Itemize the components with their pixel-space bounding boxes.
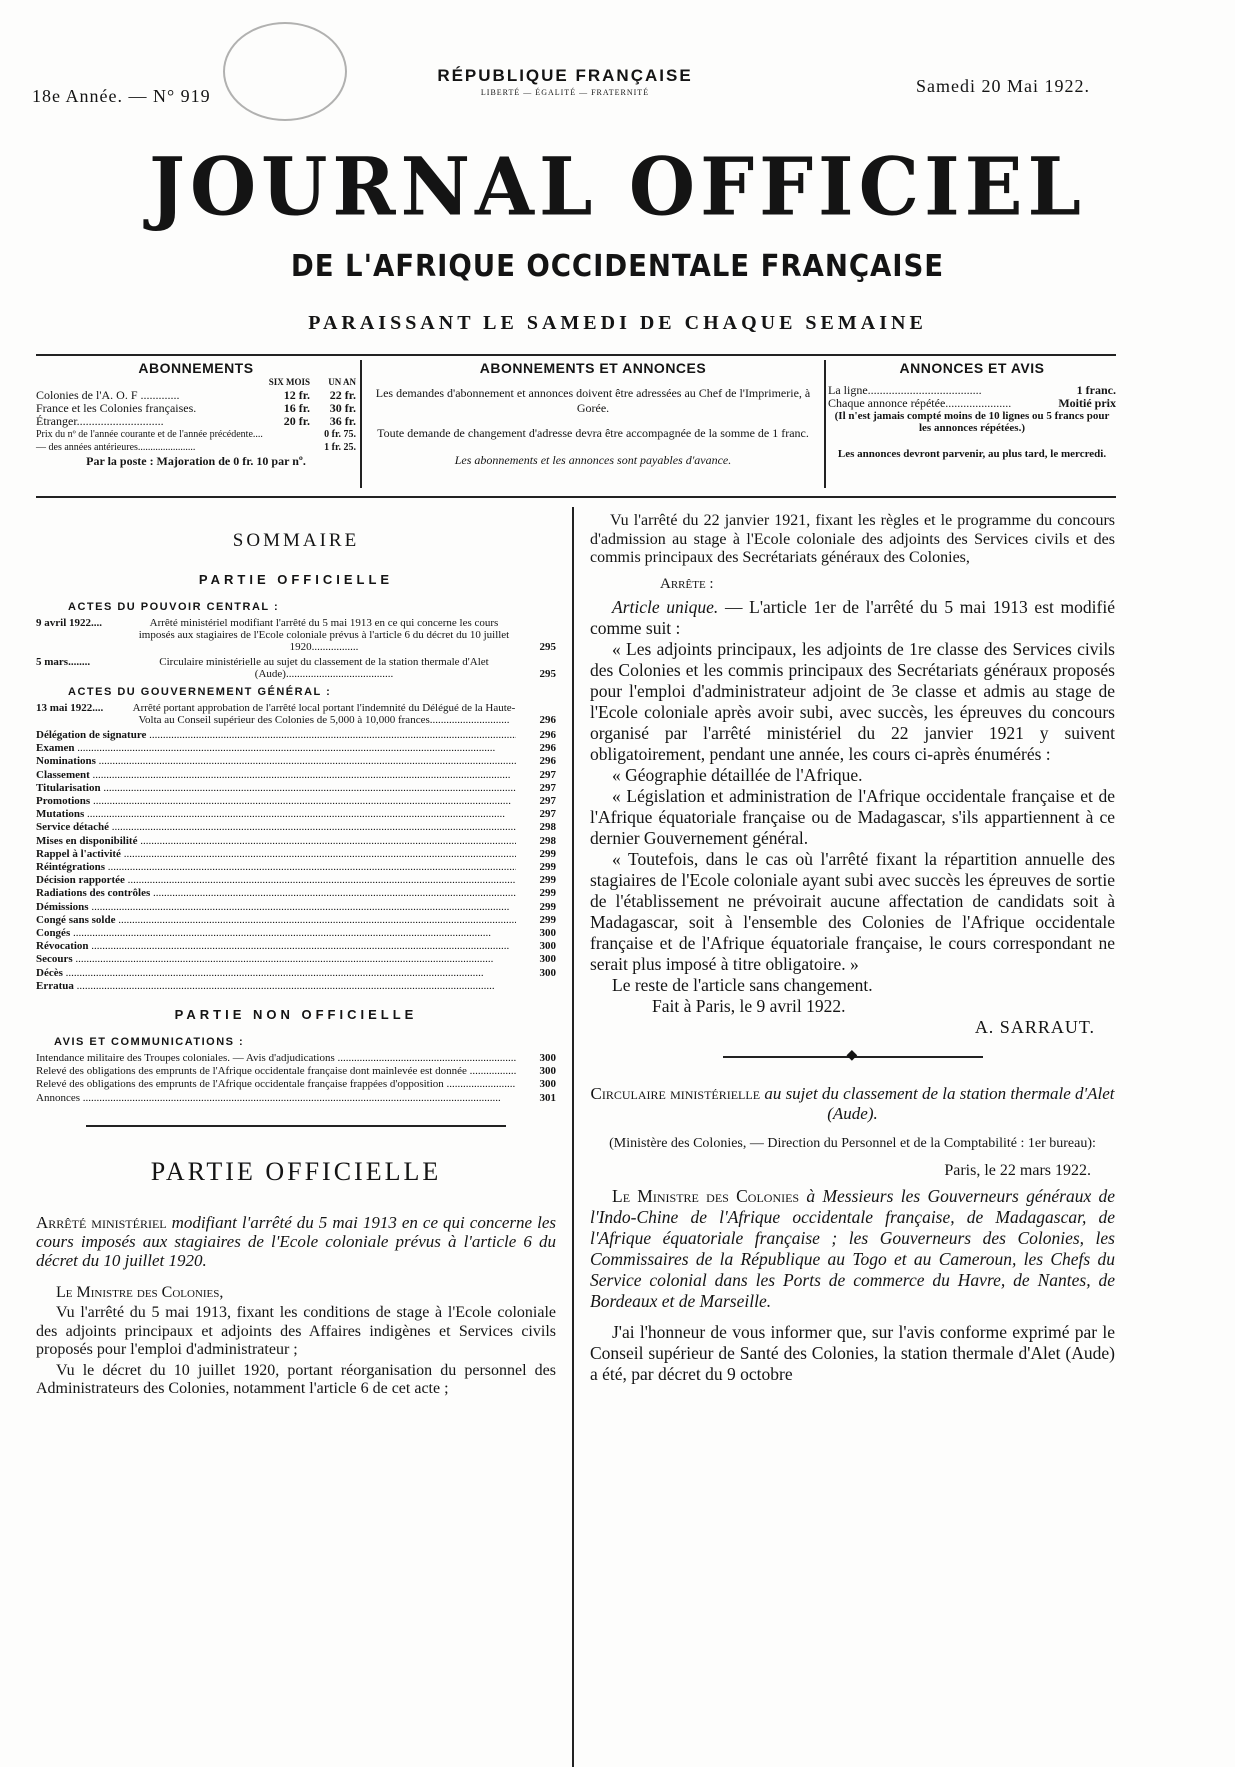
toc-item-page: 299 — [539, 874, 556, 887]
toc-list — [36, 729, 556, 993]
arrete-body — [36, 1284, 556, 1399]
minister-line: Le Ministre des Colonies, — [56, 1283, 224, 1301]
annonces-avis-title: ANNONCES ET AVIS — [899, 360, 1045, 376]
avis-list — [36, 1052, 556, 1105]
toc-item — [36, 808, 556, 821]
annonces-text: Toute demande de changement d'adresse devra être accompagnée de la somme de 1 franc. — [377, 426, 809, 440]
toc-item-label: Nominations ..... — [36, 755, 516, 768]
toc-item-label: Annonces ..... — [36, 1092, 516, 1105]
toc-item-page: 298 — [539, 821, 556, 834]
arrete-label: Arrête : — [660, 575, 714, 592]
toc-item-page: 296 — [539, 729, 556, 741]
toc-item-label: Révocation ..... — [36, 940, 516, 953]
article-paragraph: « Géographie détaillée de l'Afrique. — [612, 764, 863, 785]
toc-item — [36, 821, 556, 834]
toc-item — [36, 835, 556, 848]
toc-item-page: 297 — [539, 808, 556, 821]
ornamental-divider — [723, 1056, 983, 1058]
subscription-box — [36, 354, 1116, 498]
toc-item-page: 299 — [539, 847, 556, 860]
toc-item — [36, 940, 556, 953]
republic-header — [405, 66, 725, 97]
signature: A. SARRAUT. — [974, 1016, 1095, 1037]
toc-item-page: 299 — [539, 887, 556, 900]
toc-item-page — [516, 980, 556, 993]
republic-name: RÉPUBLIQUE FRANÇAISE — [437, 66, 693, 85]
abonnements-title: ABONNEMENTS — [138, 360, 254, 376]
annonces-text: Les abonnements et les annonces sont payables d'avance. — [454, 453, 732, 467]
toc-item — [36, 1065, 556, 1078]
column-divider — [572, 507, 574, 1767]
section-pouvoir-central: ACTES DU POUVOIR CENTRAL : — [68, 601, 280, 613]
article-paragraph: « Toutefois, dans le cas où l'arrêté fixant la répartition annuelle des stagiaires de l'Ecole coloniale ayant subi avec succès les épreuves de sortie de l'établissement ne prévoirait aucune affectation de candidats soit à Madagascar, soit à l'ensemble des Colonies de l'Afrique occidentale française et de l'Afrique équatoriale française, le cours correspondant ne serait plus imposé à titre obligatoire. » — [590, 848, 1115, 974]
toc-item-label: Erratua ..... — [36, 980, 516, 993]
section-avis: AVIS ET COMMUNICATIONS : — [54, 1036, 245, 1049]
article-paragraph: « Législation et administration de l'Afrique occidentale française et de l'Afrique équatoriale française ou de Madagascar, s'ils appartiennent à ce dernier Gouvernement général. — [590, 785, 1115, 848]
fait-a-paris: Fait à Paris, le 9 avril 1922. — [652, 995, 846, 1016]
toc-item-page: 296 — [539, 742, 556, 755]
article-body — [590, 597, 1115, 1017]
toc-item-label: Relevé des obligations des emprunts de l'Afrique occidentale française dont mainlevée est donnée ..... — [36, 1065, 516, 1078]
section-gouvernement-general: ACTES DU GOUVERNEMENT GÉNÉRAL : — [68, 686, 332, 698]
toc-entry: 5 mars........ Circulaire ministérielle au sujet du classement de la station thermale d'Alet (Aude)....................................... 295 — [36, 656, 556, 680]
article-paragraph: Le reste de l'article sans changement. — [612, 974, 873, 995]
toc-item — [36, 914, 556, 927]
toc-item — [36, 953, 556, 966]
circulaire-date: Paris, le 22 mars 1922. — [944, 1161, 1091, 1179]
abonnements-annonces-panel — [360, 360, 826, 488]
toc-item-label: Congés ..... — [36, 927, 516, 940]
sommaire-title: SOMMAIRE — [232, 530, 360, 551]
issue-number: 18e Année. — N° 919 — [32, 86, 211, 106]
toc-item-page: 300 — [539, 927, 556, 940]
toc-item — [36, 782, 556, 795]
toc-item-label: Secours ..... — [36, 953, 516, 966]
toc-item — [36, 927, 556, 940]
toc-item — [36, 874, 556, 887]
toc-item — [36, 755, 556, 768]
issue-date: Samedi 20 Mai 1922. — [916, 76, 1090, 96]
toc-entry: 9 avril 1922.... Arrêté ministériel modifiant l'arrêté du 5 mai 1913 en ce qui concerne les cours imposés aux stagiaires de l'Ecole coloniale prévus à l'article 6 du décret du 10 juillet 1920................. 295 — [36, 617, 556, 653]
arrete-title: Arrêté ministériel modifiant l'arrêté du 5 mai 1913 en ce qui concerne les cours imposés aux stagiaires de l'Ecole coloniale prévus à l'article 6 du décret du 10 juillet 1920. — [36, 1212, 556, 1270]
col-un-an: UN AN — [328, 377, 356, 387]
toc-item-page: 300 — [539, 940, 556, 953]
toc-item-label: Relevé des obligations des emprunts de l'Afrique occidentale française frappées d'opposition ..... — [36, 1078, 516, 1091]
toc-item-page: 300 — [539, 1065, 556, 1078]
toc-item-page: 300 — [539, 966, 556, 979]
toc-item — [36, 769, 556, 782]
considerant: Vu le décret du 10 juillet 1920, portant réorganisation du personnel des Administrateurs des Colonies, notamment l'article 6 de cet acte ; — [36, 1361, 556, 1398]
toc-item-label: Service détaché ..... — [36, 821, 516, 834]
toc-item-label: Congé sans solde ..... — [36, 914, 516, 927]
abonnements-annonces-title: ABONNEMENTS ET ANNONCES — [479, 360, 707, 376]
journal-title: JOURNAL OFFICIEL — [148, 139, 1086, 234]
toc-item — [36, 795, 556, 808]
toc-item-label: Démissions ..... — [36, 901, 516, 914]
prix-row: — des années antérieures....................... 1 fr. 25. — [36, 442, 356, 453]
circulaire-body: J'ai l'honneur de vous informer que, sur l'avis conforme exprimé par le Conseil supérieur de Santé des Colonies, la station thermale d'Alet (Aude) a été, par décret du 9 octobre — [590, 1321, 1115, 1384]
toc-item-label: Classement ..... — [36, 769, 516, 782]
toc-item-label: Titularisation ..... — [36, 782, 516, 795]
toc-item — [36, 729, 556, 742]
partie-non-officielle-label: PARTIE NON OFFICIELLE — [174, 1007, 418, 1023]
postmark-stamp — [223, 22, 347, 121]
toc-item-page: 296 — [539, 755, 556, 768]
toc-item-page: 298 — [539, 834, 556, 847]
article-unique: Article unique. — L'article 1er de l'arrêté du 5 mai 1913 est modifié comme suit : — [590, 596, 1115, 638]
toc-item-label: Délégation de signature ..... — [36, 729, 516, 742]
toc-item — [36, 742, 556, 755]
circulaire-title: Circulaire ministérielle au sujet du classement de la station thermale d'Alet (Aude). — [590, 1083, 1115, 1123]
circulaire-address: Le Ministre des Colonies à Messieurs les Gouverneurs généraux de l'Indo-Chine de l'Afrique occidentale française, de Madagascar, de l'Afrique équatoriale française ; les Gouverneurs des Colonies, les Commissaires de la République au Togo et au Cameroun, les Chefs du Service colonial dans les Ports de commerce du Havre, de Nantes, de Bordeaux et de Marseille. — [590, 1185, 1116, 1311]
toc-item-label: Rappel à l'activité ..... — [36, 848, 516, 861]
toc-item-page: 297 — [539, 781, 556, 794]
annonces-avis-panel — [828, 360, 1116, 488]
toc-item-label: Examen ..... — [36, 742, 516, 755]
toc-item-page: 300 — [539, 1052, 556, 1065]
article-paragraph: « Les adjoints principaux, les adjoints de 1re classe des Services civils des Colonies et les commis principaux des Secrétariats généraux proposés pour l'emploi d'administrateur adjoint de 3e classe et admis au stage de l'Ecole coloniale après avoir subi, avec succès, les épreuves du concours organisé par l'arrêté ministériel du 22 janvier 1921 y suivent obligatoirement, pendant une année, les cours ci-après énumérés : — [590, 638, 1115, 764]
toc-item — [36, 967, 556, 980]
toc-item — [36, 1052, 556, 1065]
toc-item-label: Promotions ..... — [36, 795, 516, 808]
annonces-deadline: Les annonces devront parvenir, au plus tard, le mercredi. — [837, 448, 1107, 460]
price-row: Étranger............................. 20 fr. 36 fr. — [36, 414, 356, 428]
toc-item — [36, 848, 556, 861]
considerant: Vu l'arrêté du 5 mai 1913, fixant les conditions de stage à l'Ecole coloniale des adjoints principaux et adjoints des Affaires indigènes et Services civils proposés pour l'emploi d'administrateur ; — [36, 1304, 556, 1359]
toc-item-label: Intendance militaire des Troupes coloniales. — Avis d'adjudications ..... — [36, 1052, 516, 1065]
annonces-text: Les demandes d'abonnement et annonces doivent être adressées au Chef de l'Imprimerie, à Gorée. — [375, 386, 811, 415]
toc-item — [36, 1092, 556, 1105]
annonces-note: (Il n'est jamais compté moins de 10 lignes ou 5 francs pour les annonces répétées.) — [834, 410, 1110, 434]
journal-tagline: PARAISSANT LE SAMEDI DE CHAQUE SEMAINE — [308, 312, 927, 334]
toc-item — [36, 980, 556, 993]
toc-item-page: 300 — [539, 953, 556, 966]
toc-entry: 13 mai 1922.... Arrêté portant approbation de l'arrêté local portant l'indemnité du Délégué de la Haute-Volta au Conseil supérieur des Colonies de 5,000 à 10,000 frances............................. 296 — [36, 702, 556, 726]
toc-item-label: Réintégrations ..... — [36, 861, 516, 874]
price-row: Colonies de l'A. O. F ............. 12 fr. 22 fr. — [36, 388, 356, 402]
toc-item-page: 299 — [539, 861, 556, 874]
toc-item — [36, 887, 556, 900]
prix-row: Prix du nº de l'année courante et de l'année précédente.... 0 fr. 75. — [36, 429, 356, 440]
toc-item-label: Mises en disponibilité ..... — [36, 835, 516, 848]
toc-item-page: 299 — [539, 913, 556, 926]
toc-item-label: Mutations ..... — [36, 808, 516, 821]
vu-paragraph: Vu l'arrêté du 22 janvier 1921, fixant les règles et le programme du concours d'admission au stage à l'Ecole coloniale des adjoints des Services civils et des commis principaux des Secrétariats généraux des Colonies, — [590, 512, 1115, 566]
toc-item-label: Décision rapportée ..... — [36, 874, 516, 887]
toc-item-page: 297 — [539, 795, 556, 808]
left-column — [36, 520, 556, 1401]
toc-item — [36, 861, 556, 874]
price-row: France et les Colonies françaises. 16 fr. 30 fr. — [36, 401, 356, 415]
toc-item-label: Radiations des contrôles ..... — [36, 887, 516, 900]
toc-item-page: 300 — [539, 1078, 556, 1091]
republic-motto: LIBERTÉ — ÉGALITÉ — FRATERNITÉ — [480, 88, 650, 97]
poste-note: Par la poste : Majoration de 0 fr. 10 par nº. — [86, 454, 306, 468]
partie-officielle-heading: PARTIE OFFICIELLE — [150, 1156, 442, 1186]
price-row: La ligne...................................... 1 franc. — [828, 383, 1116, 397]
right-column — [590, 512, 1115, 1385]
price-row: Chaque annonce répétée...................... Moitié prix — [828, 396, 1116, 410]
ministere-line: (Ministère des Colonies, — Direction du Personnel et de la Comptabilité : 1er bureau): — [609, 1135, 1096, 1151]
abonnements-panel — [36, 360, 356, 488]
journal-subtitle: DE L'AFRIQUE OCCIDENTALE FRANÇAISE — [290, 249, 945, 284]
section-rule — [86, 1125, 506, 1127]
toc-item — [36, 1078, 556, 1091]
toc-item-page: 299 — [539, 900, 556, 913]
toc-item-page: 301 — [539, 1091, 556, 1104]
toc-item-page: 297 — [539, 768, 556, 781]
col-six-mois: SIX MOIS — [268, 377, 310, 387]
toc-item-label: Décès ..... — [36, 967, 516, 980]
toc-item — [36, 901, 556, 914]
partie-officielle-label: PARTIE OFFICIELLE — [198, 572, 394, 587]
